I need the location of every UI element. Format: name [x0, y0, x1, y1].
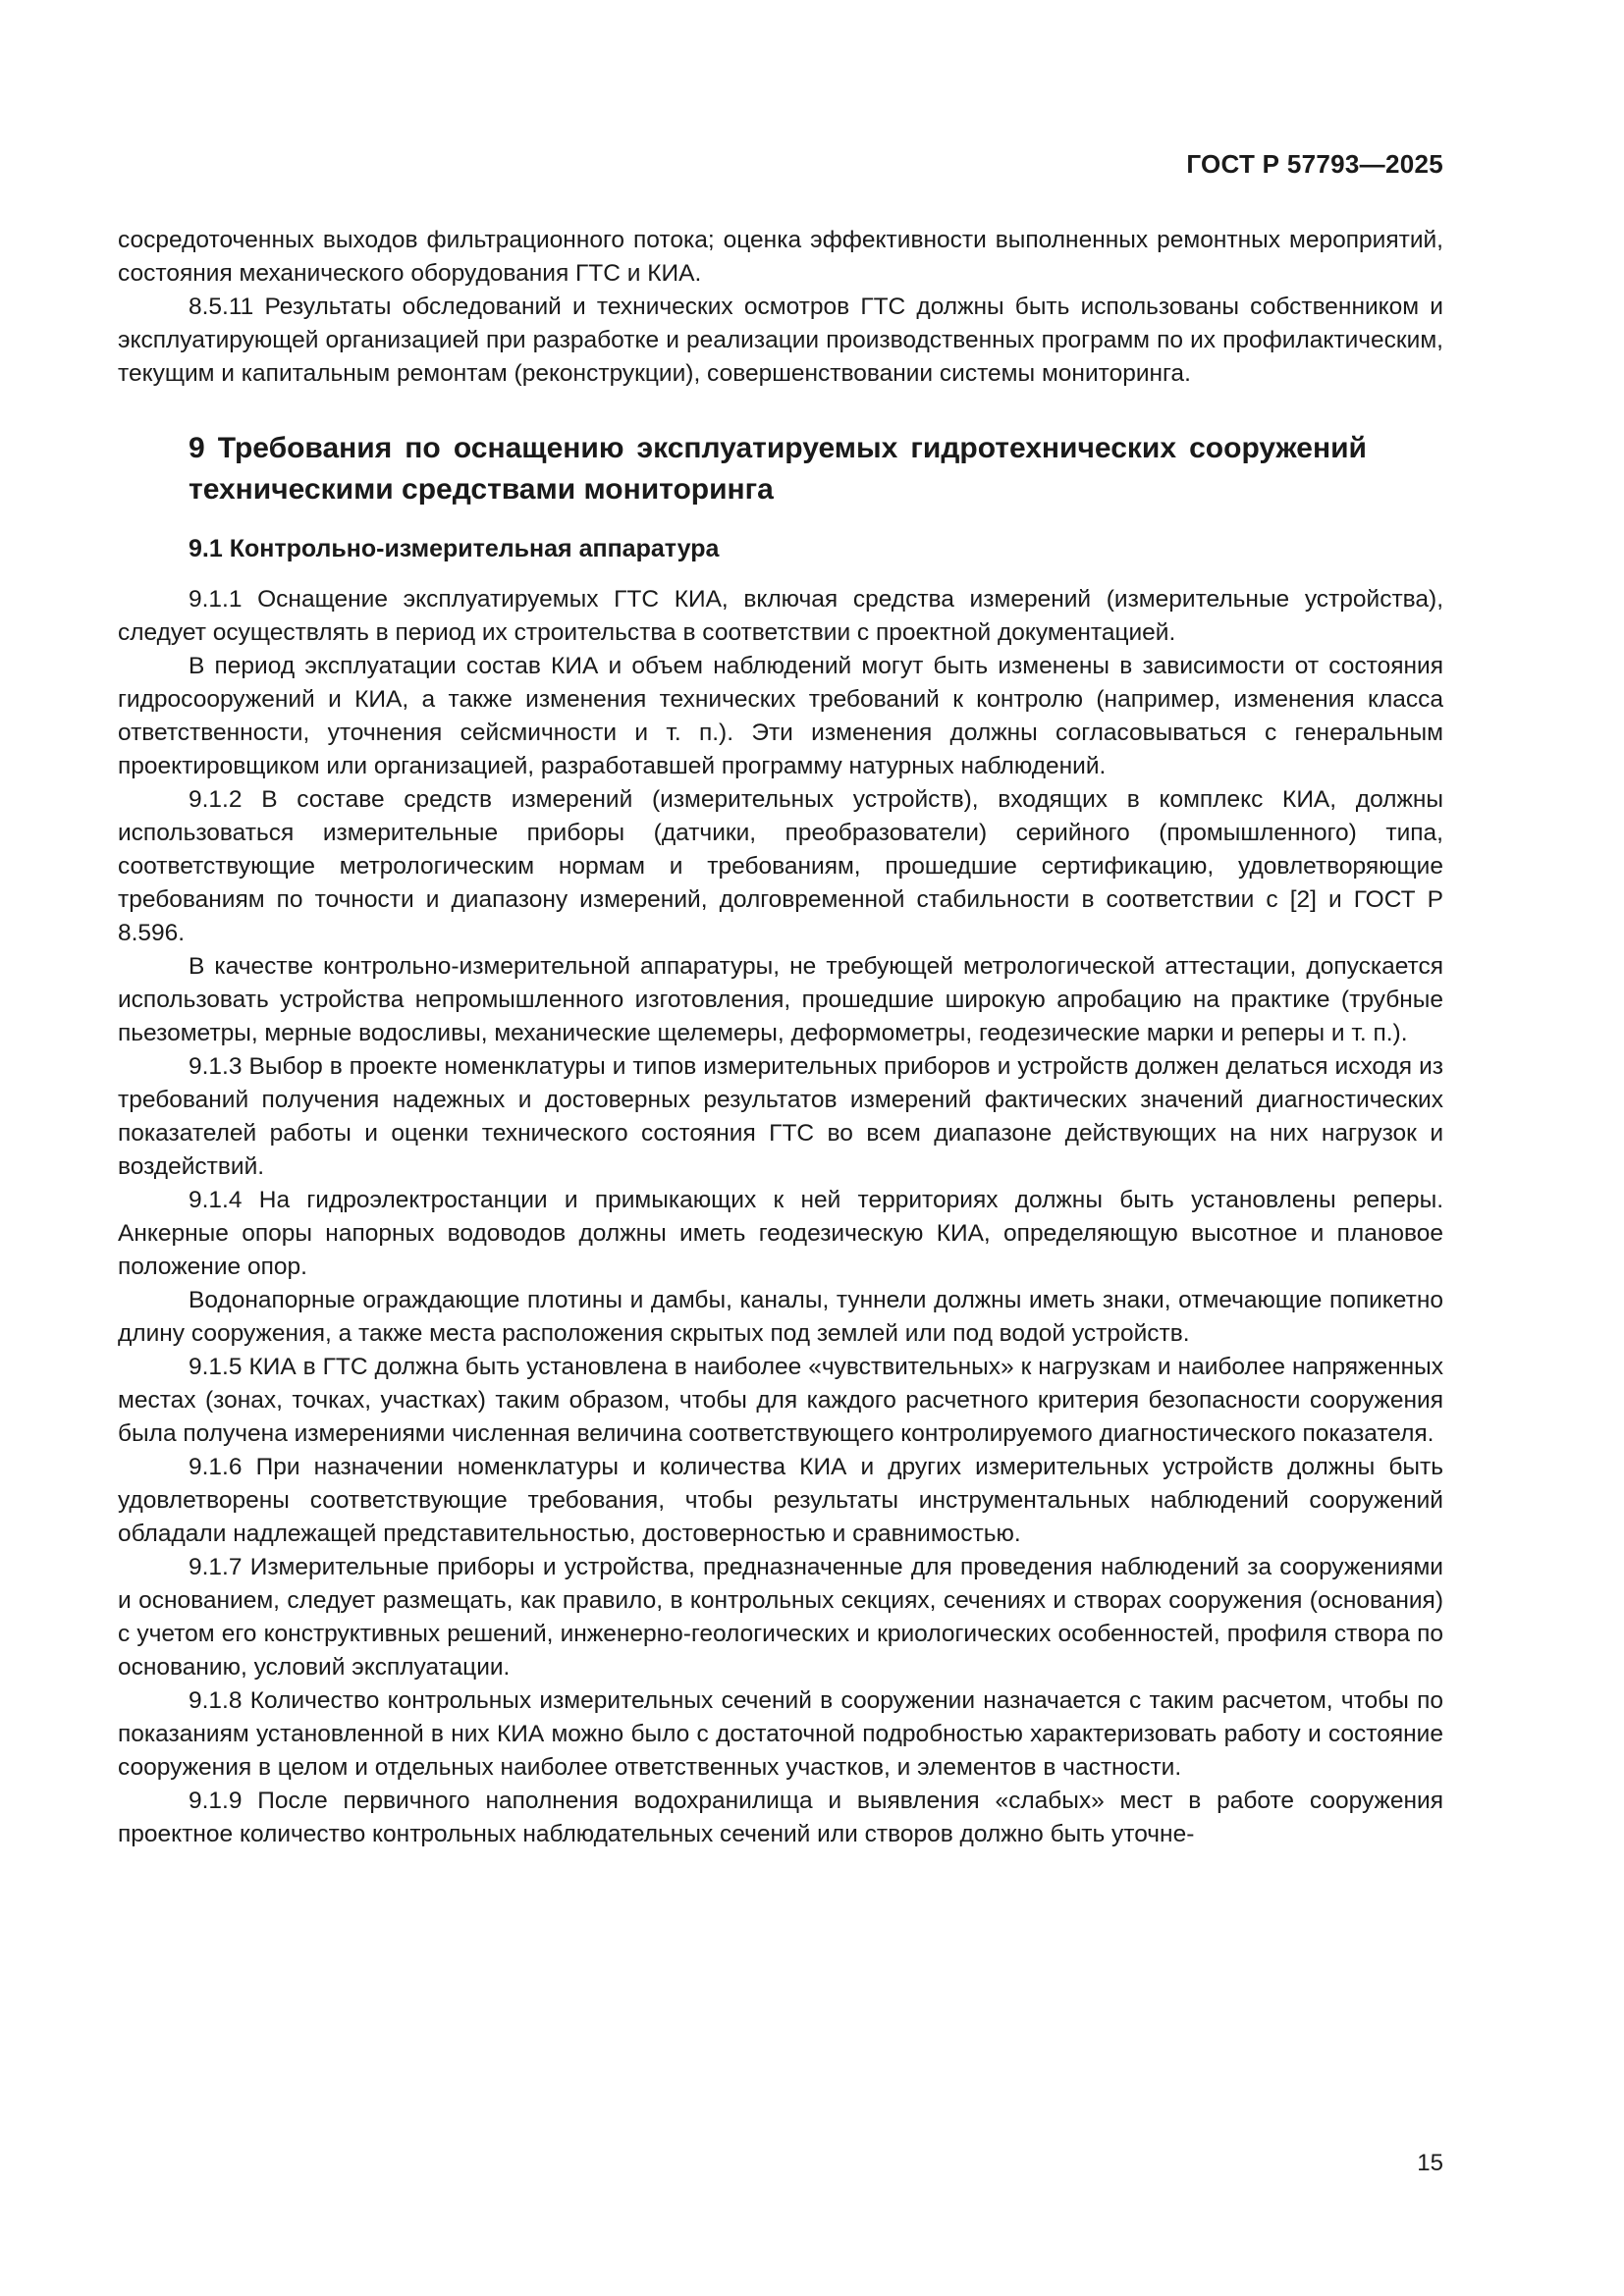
page-number: 15: [1417, 2150, 1443, 2176]
paragraph-9-1-1: 9.1.1 Оснащение эксплуатируемых ГТС КИА, включая средства измерений (измерительные устройства), следует осуществлять в период их строительства в соответствии с проектной документацией.: [118, 586, 1443, 646]
paragraph-9-1-4: 9.1.4 На гидроэлектростанции и примыкающих к ней территориях должны быть установлены реперы. Анкерные опоры напорных водоводов должны иметь геодезическую КИА, определяющую высотное и плановое положение опор.: [118, 1187, 1443, 1280]
paragraph-8-5-11: 8.5.11 Результаты обследований и технических осмотров ГТС должны быть использованы собственником и эксплуатирующей организацией при разработке и реализации производственных программ по их профилактическим, текущим и капитальным ремонтам (реконструкции), совершенствовании системы мониторинга.: [118, 294, 1443, 387]
document-body: [118, 224, 1443, 1851]
paragraph-9-1-2-note: В качестве контрольно-измерительной аппаратуры, не требующей метрологической аттестации, допускается использовать устройства непромышленного изготовления, прошедшие широкую апробацию на практике (трубные пьезометры, мерные водосливы, механические щелемеры, деформометры, геодезические марки и реперы и т. п.).: [118, 953, 1443, 1046]
paragraph-9-1-4-note: Водонапорные ограждающие плотины и дамбы, каналы, туннели должны иметь знаки, отмечающие попикетно длину сооружения, а также места расположения скрытых под землей или под водой устройств.: [118, 1287, 1443, 1347]
paragraph-9-1-7: 9.1.7 Измерительные приборы и устройства, предназначенные для проведения наблюдений за сооружениями и основанием, следует размещать, как правило, в контрольных секциях, сечениях и створах сооружения (основания) с учетом его конструктивных решений, инженерно-геологических и криологических особенностей, профиля створа по основанию, условий эксплуатации.: [118, 1554, 1443, 1681]
document-code-header: ГОСТ Р 57793—2025: [1186, 149, 1443, 179]
section-9-heading: 9 Требования по оснащению эксплуатируемых гидротехнических сооружений техническими средствами мониторинга: [189, 432, 1367, 506]
paragraph-9-1-8: 9.1.8 Количество контрольных измерительных сечений в сооружении назначается с таким расчетом, чтобы по показаниям установленной в них КИА можно было с достаточной подробностью характеризовать работу и состояние сооружения в целом и отдельных наиболее ответственных участков, и элементов в частности.: [118, 1687, 1443, 1781]
subsection-9-1-heading: 9.1 Контрольно-измерительная аппаратура: [189, 535, 720, 562]
paragraph-9-1-5: 9.1.5 КИА в ГТС должна быть установлена в наиболее «чувствительных» к нагрузкам и наиболее напряженных местах (зонах, точках, участках) таким образом, чтобы для каждого расчетного критерия безопасности сооружения была получена измерениями численная величина соответствующего контролируемого диагностического показателя.: [118, 1354, 1443, 1447]
paragraph-continuation: сосредоточенных выходов фильтрационного потока; оценка эффективности выполненных ремонтных мероприятий, состояния механического оборудования ГТС и КИА.: [118, 227, 1443, 287]
paragraph-9-1-6: 9.1.6 При назначении номенклатуры и количества КИА и других измерительных устройств должны быть удовлетворены соответствующие требования, чтобы результаты инструментальных наблюдений сооружений обладали надлежащей представительностью, достоверностью и сравнимостью.: [118, 1454, 1443, 1547]
paragraph-9-1-1-note: В период эксплуатации состав КИА и объем наблюдений могут быть изменены в зависимости от состояния гидросооружений и КИА, а также изменения технических требований к контролю (например, изменения класса ответственности, уточнения сейсмичности и т. п.). Эти изменения должны согласовываться с генеральным проектировщиком или организацией, разработавшей программу натурных наблюдений.: [118, 653, 1443, 779]
paragraph-9-1-3: 9.1.3 Выбор в проекте номенклатуры и типов измерительных приборов и устройств должен делаться исходя из требований получения надежных и достоверных результатов измерений фактических значений диагностических показателей работы и оценки технического состояния ГТС во всем диапазоне действующих на них нагрузок и воздействий.: [118, 1053, 1443, 1180]
paragraph-9-1-2: 9.1.2 В составе средств измерений (измерительных устройств), входящих в комплекс КИА, должны использоваться измерительные приборы (датчики, преобразователи) серийного (промышленного) типа, соответствующие метрологическим нормам и требованиям, прошедшие сертификацию, удовлетворяющие требованиям по точности и диапазону измерений, долговременной стабильности в соответствии с [2] и ГОСТ Р 8.596.: [118, 786, 1443, 946]
paragraph-9-1-9: 9.1.9 После первичного наполнения водохранилища и выявления «слабых» мест в работе сооружения проектное количество контрольных наблюдательных сечений или створов должно быть уточне-: [118, 1788, 1443, 1847]
